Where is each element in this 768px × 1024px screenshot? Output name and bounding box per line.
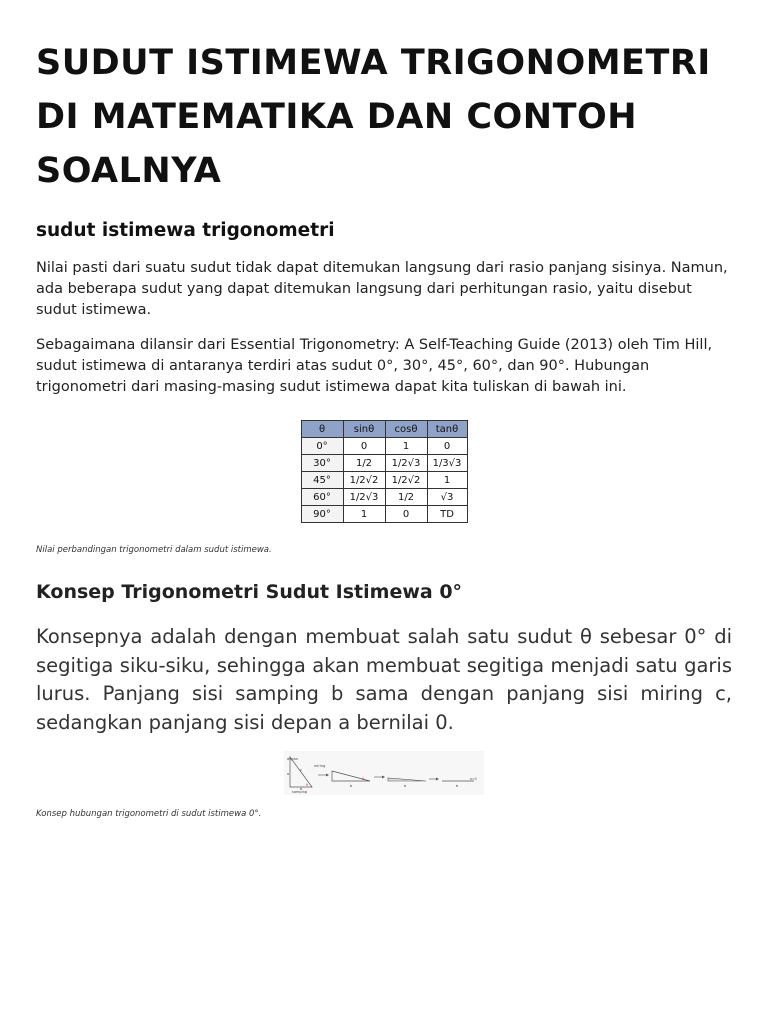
table-cell-angle: 0° bbox=[301, 438, 343, 455]
triangle-diagram bbox=[284, 751, 484, 795]
table-cell-angle: 30° bbox=[301, 455, 343, 472]
figure-caption: Konsep hubungan trigonometri di sudut istimewa 0°. bbox=[36, 809, 262, 819]
table-cell: 1/2 bbox=[385, 489, 427, 506]
table-cell: 1 bbox=[343, 506, 385, 523]
table-header-cell: θ bbox=[301, 421, 343, 438]
label-a: a bbox=[287, 772, 290, 776]
table-cell: 0 bbox=[343, 438, 385, 455]
table-cell: 0 bbox=[385, 506, 427, 523]
label-a-zero: a=0 bbox=[470, 777, 477, 781]
label-b: b bbox=[404, 784, 407, 788]
table-cell: 0 bbox=[427, 438, 467, 455]
section-paragraph: Konsepnya adalah dengan membuat salah satu sudut θ sebesar 0° di segitiga siku-siku, sehingga akan membuat segitiga menjadi satu garis lurus. Panjang sisi samping b sama dengan panjang sisi miring c, sedangkan panjang sisi depan a bernilai 0. bbox=[36, 625, 732, 734]
paragraph-intro: Nilai pasti dari suatu sudut tidak dapat ditemukan langsung dari rasio panjang sisinya. Namun, ada beberapa sudut yang dapat ditemukan langsung dari perhitungan rasio, yaitu disebut sudut istimewa. bbox=[36, 260, 728, 318]
table-cell: 1/2 bbox=[343, 455, 385, 472]
table-cell: √3 bbox=[427, 489, 467, 506]
subtitle-heading: sudut istimewa trigonometri bbox=[36, 220, 335, 241]
triangle-concept-figure bbox=[36, 751, 732, 795]
label-samping: samping bbox=[292, 790, 308, 794]
table-row bbox=[301, 438, 467, 455]
label-b: b bbox=[350, 784, 353, 788]
table-row bbox=[301, 472, 467, 489]
table-cell-angle: 90° bbox=[301, 506, 343, 523]
table-cell: 1 bbox=[427, 472, 467, 489]
table-header-cell: sinθ bbox=[343, 421, 385, 438]
article bbox=[36, 0, 732, 819]
table-cell: 1/2√3 bbox=[343, 489, 385, 506]
table-cell: 1 bbox=[385, 438, 427, 455]
page-title: SUDUT ISTIMEWA TRIGONOMETRI DI MATEMATIKA DAN CONTOH SOALNYA bbox=[36, 43, 711, 191]
table-cell: TD bbox=[427, 506, 467, 523]
table-cell: 1/3√3 bbox=[427, 455, 467, 472]
table-cell: 1/2√2 bbox=[343, 472, 385, 489]
label-b: b bbox=[456, 784, 459, 788]
label-c: c bbox=[300, 768, 302, 772]
label-miring: miring bbox=[314, 764, 326, 768]
table-cell: 1/2√3 bbox=[385, 455, 427, 472]
table-header-cell: tanθ bbox=[427, 421, 467, 438]
table-cell: 1/2√2 bbox=[385, 472, 427, 489]
table-header-cell: cosθ bbox=[385, 421, 427, 438]
paragraph-source: Sebagaimana dilansir dari Essential Trigonometry: A Self-Teaching Guide (2013) oleh Tim Hill, sudut istimewa di antaranya terdiri atas sudut 0°, 30°, 45°, 60°, dan 90°. Hubungan trigonometri dari masing-masing sudut istimewa dapat kita tuliskan di bawah ini. bbox=[36, 337, 713, 395]
table-row bbox=[301, 506, 467, 523]
table-cell-angle: 60° bbox=[301, 489, 343, 506]
label-theta: θ bbox=[306, 783, 309, 787]
trig-table-figure bbox=[36, 420, 732, 523]
trig-values-table bbox=[301, 420, 468, 523]
table-caption: Nilai perbandingan trigonometri dalam sudut istimewa. bbox=[36, 545, 272, 555]
section-heading: Konsep Trigonometri Sudut Istimewa 0° bbox=[36, 581, 463, 603]
label-theta: θ bbox=[362, 777, 365, 781]
label-depan: depan bbox=[287, 757, 298, 761]
label-b: b bbox=[300, 787, 303, 791]
figure-background bbox=[284, 751, 484, 795]
table-cell-angle: 45° bbox=[301, 472, 343, 489]
table-row bbox=[301, 455, 467, 472]
table-header-row bbox=[301, 421, 467, 438]
table-row bbox=[301, 489, 467, 506]
